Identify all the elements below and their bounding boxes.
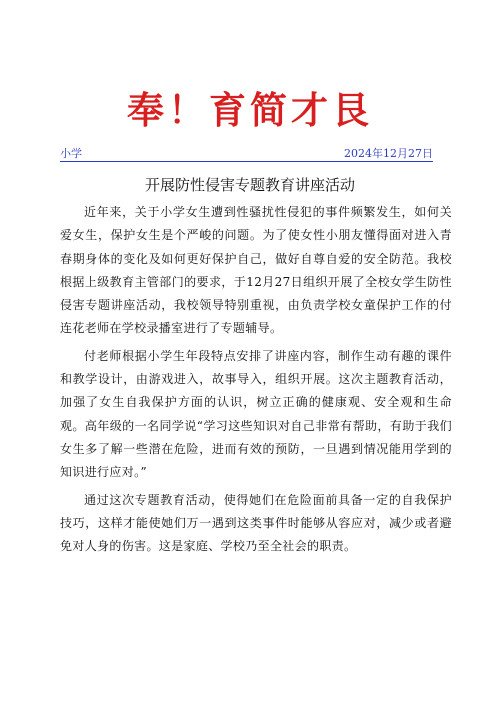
paragraph: 付老师根据小学生年段特点安排了讲座内容，制作生动有趣的课件和教学设计，由游戏进入，故事导入，组织开展。这次主题教育活动，加强了女生自我保护方面的认识，树立正确的健康观、安全观和生命观。高年级的一名同学说“学习这些知识对自己非常有帮助，有助于我们女生多了解一些潜在危险，进而有效的预防，一旦遇到情况能用学到的知识进行应对。”: [60, 348, 452, 480]
article-body: [60, 201, 452, 562]
issuer-label: 小学: [60, 147, 82, 160]
article-title: 开展防性侵害专题教育讲座活动: [144, 176, 355, 194]
paragraph: 近年来，关于小学女生遭到性骚扰性侵犯的事件频繁发生，如何关爱女生，保护女生是个严峻的问题。为了使女性小朋友懂得面对进入青春期身体的变化及如何更好保护自己，做好自尊自爱的安全防范。我校根据上级教育主管部门的要求，于12月27日组织开展了全校女学生防性侵害专题讲座活动，我校领导特别重视，由负责学校女童保护工作的付连花老师在学校录播室进行了专题辅导。: [60, 205, 452, 336]
paragraph: 通过这次专题教育活动，使得她们在危险面前具备一定的自我保护技巧，这样才能使她们万一遇到这类事件时能够从容应对，减少或者避免对人身的伤害。这是家庭、学校乃至全社会的职责。: [60, 492, 452, 554]
meta-line: [60, 147, 433, 162]
newsletter-masthead: 奉！育简才艮: [127, 88, 373, 132]
issue-date: 2024年12月27日: [344, 147, 433, 160]
